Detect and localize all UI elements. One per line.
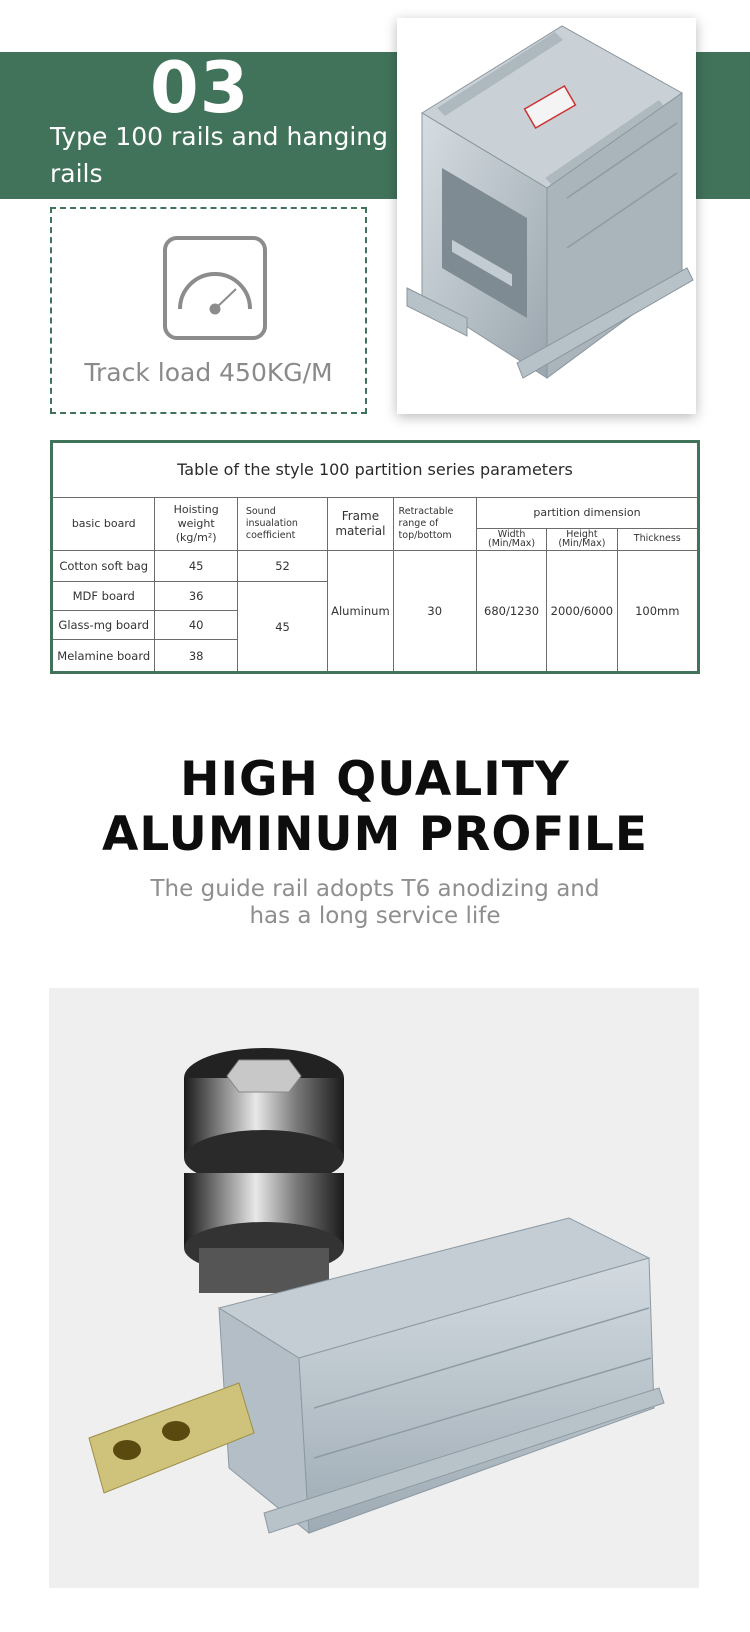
sound-value-rest: 45: [237, 582, 327, 673]
section-subheading: [0, 876, 750, 930]
header-width-label: Width: [497, 529, 526, 541]
table-title: Table of the style 100 partition series parameters: [52, 442, 699, 498]
header-partition-dimension: partition dimension: [476, 497, 698, 528]
header-basic-board: basic board: [52, 497, 155, 551]
frame-material-value: Aluminum: [328, 551, 393, 673]
header-hoisting-weight-unit: (kg/m²): [175, 531, 217, 544]
product-photo: [49, 988, 699, 1588]
section-heading: [0, 752, 750, 862]
track-load-box: [50, 207, 367, 414]
subheading-line-1: The guide rail adopts T6 anodizing and: [150, 876, 600, 902]
header-sound-insulation: Sound insualation coefficient: [237, 497, 327, 551]
header-retractable-range: Retractable range of top/bottom: [393, 497, 476, 551]
board-weight: 40: [155, 611, 237, 640]
heading-line-1: HIGH QUALITY: [180, 752, 570, 807]
board-name: Cotton soft bag: [52, 551, 155, 582]
section-number: 03: [150, 47, 250, 129]
header-height-unit: (Min/Max): [558, 538, 606, 550]
board-name: Glass-mg board: [52, 611, 155, 640]
board-weight: 36: [155, 582, 237, 611]
height-value: 2000/6000: [547, 551, 617, 673]
track-load-text: Track load 450KG/M: [84, 358, 333, 387]
header-height: [547, 528, 617, 551]
sound-value-first: 52: [237, 551, 327, 582]
rail-roller-illustration: [49, 988, 699, 1588]
thickness-value: 100mm: [617, 551, 698, 673]
subheading-line-2: has a long service life: [249, 903, 501, 929]
header-hoisting-weight-label: Hoisting weight: [173, 503, 219, 530]
header-thickness: Thickness: [617, 528, 698, 551]
header-hoisting-weight: [155, 497, 237, 551]
board-name: Melamine board: [52, 640, 155, 673]
header-width-unit: (Min/Max): [488, 538, 536, 550]
gauge-icon: [162, 235, 268, 341]
board-name: MDF board: [52, 582, 155, 611]
section-title: Type 100 rails and hanging rails: [50, 122, 389, 188]
table-row: [52, 551, 699, 582]
width-value: 680/1230: [476, 551, 546, 673]
rail-profile-photo: [397, 18, 696, 414]
header-frame-material: Frame material: [328, 497, 393, 551]
heading-line-2: ALUMINUM PROFILE: [102, 807, 648, 862]
board-weight: 38: [155, 640, 237, 673]
parameters-table: [50, 440, 700, 674]
rail-profile-illustration: [397, 18, 696, 414]
retractable-value: 30: [393, 551, 476, 673]
board-weight: 45: [155, 551, 237, 582]
header-width: [476, 528, 546, 551]
header-height-label: Height: [566, 529, 598, 541]
